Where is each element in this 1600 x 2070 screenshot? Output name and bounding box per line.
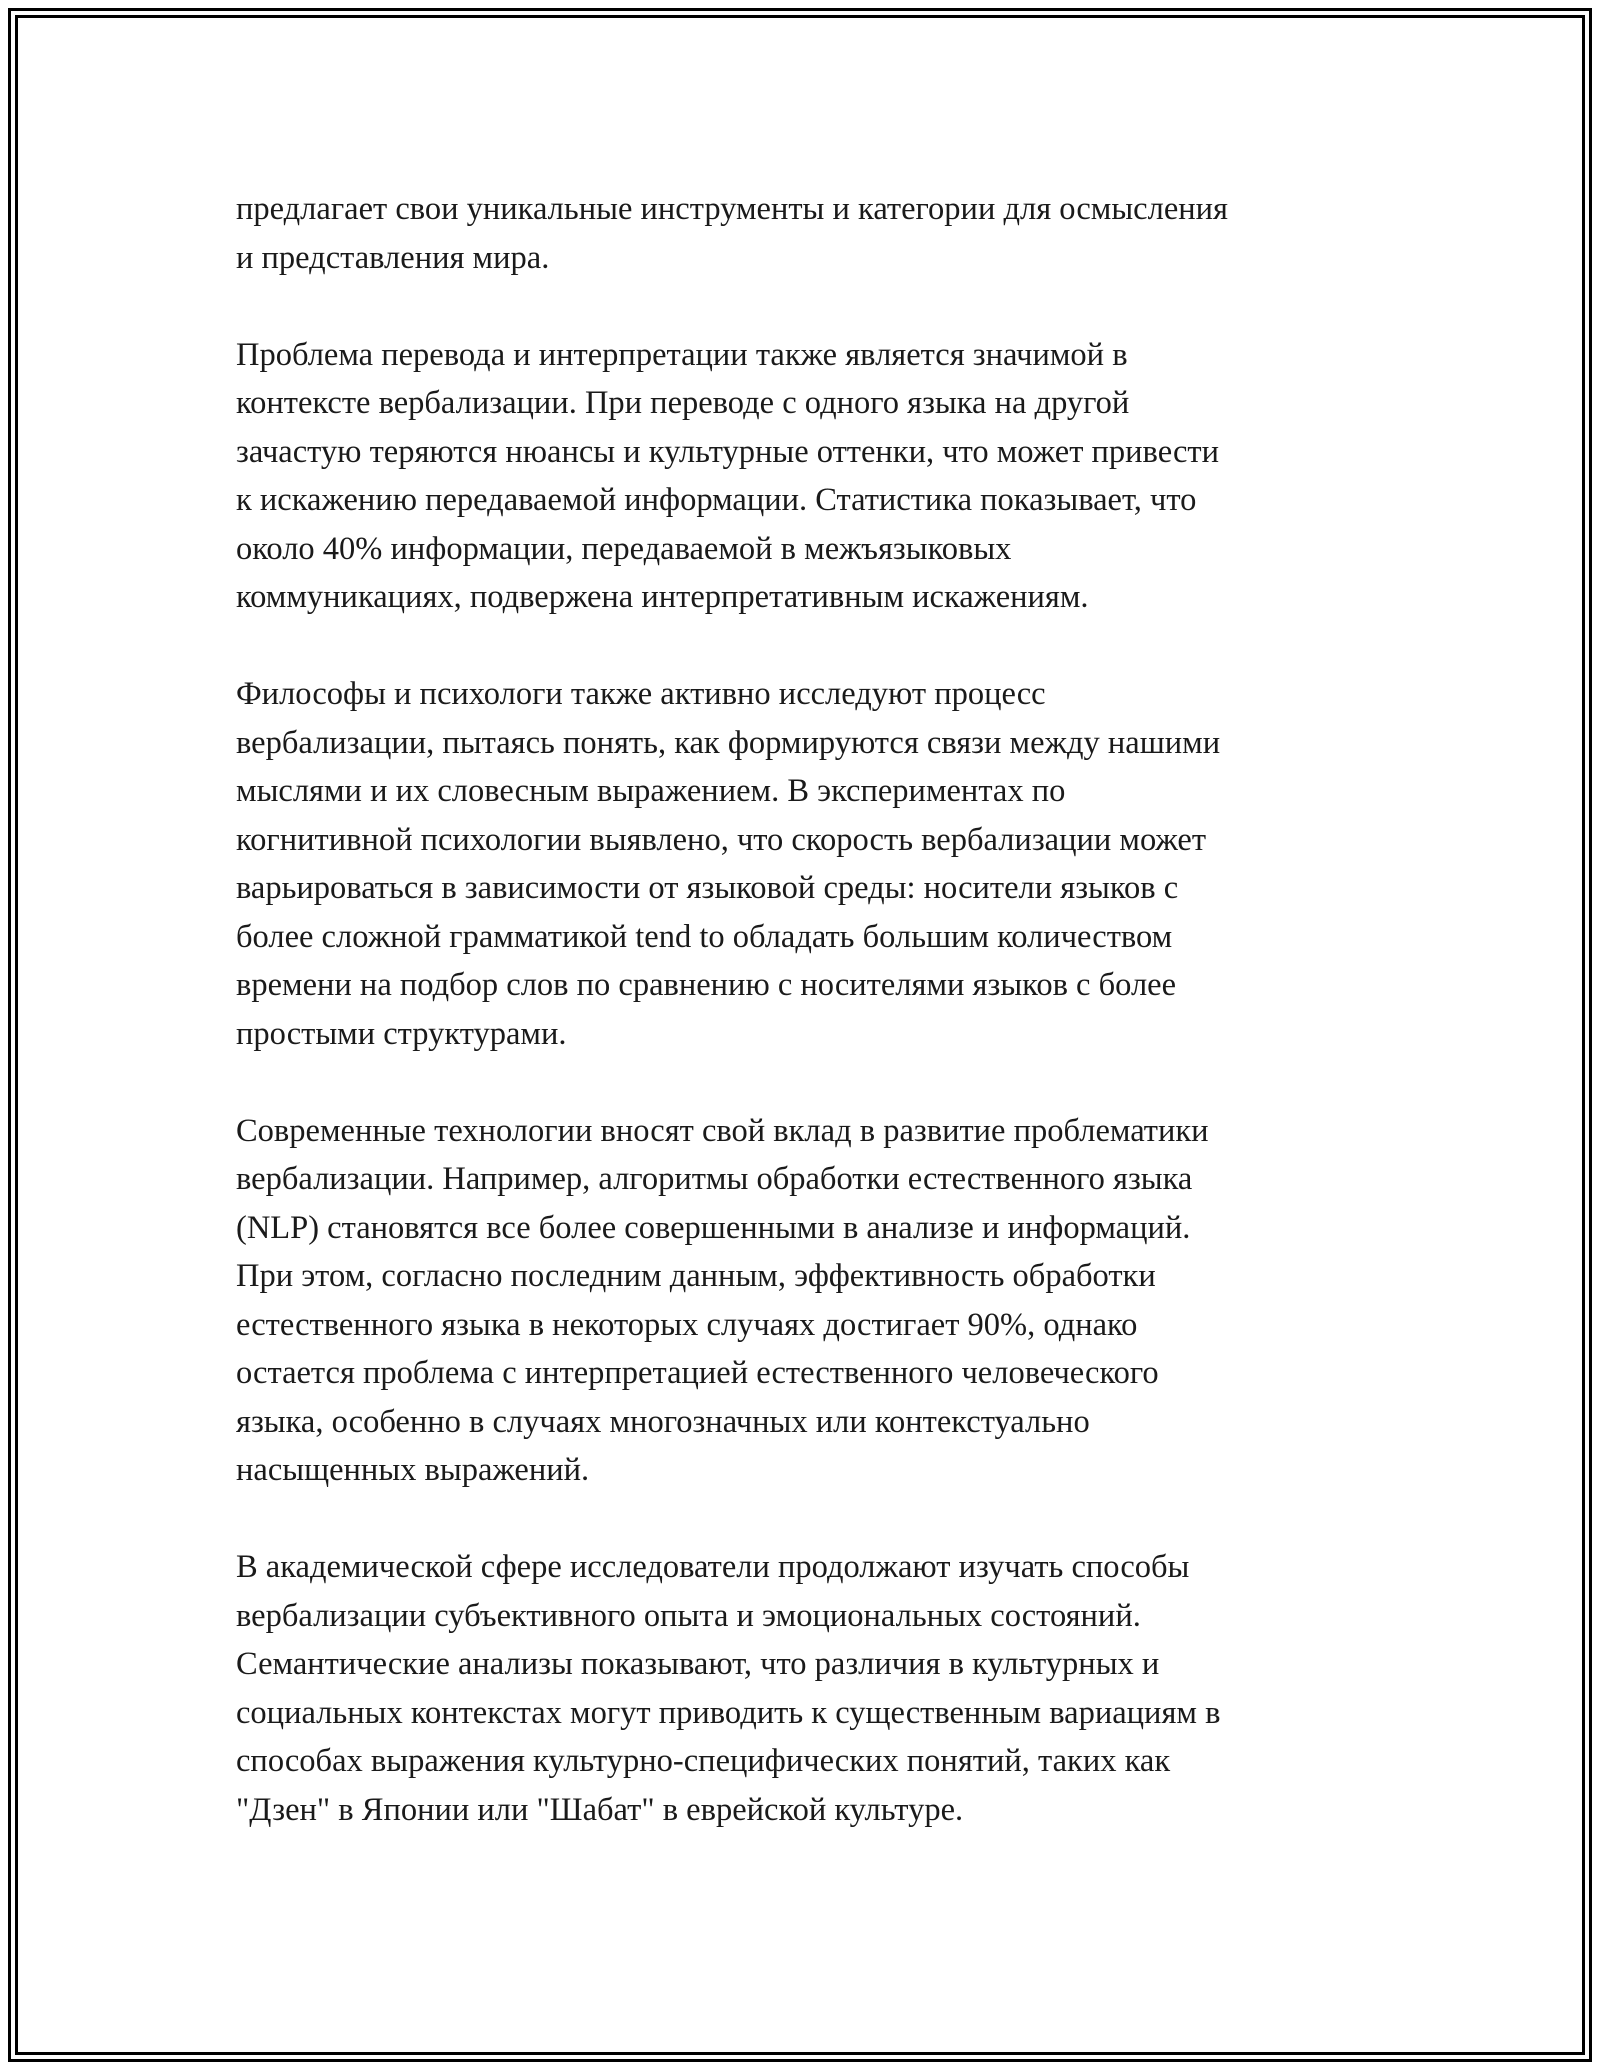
text-line: времени на подбор слов по сравнению с носителями языков с более — [236, 967, 1177, 1003]
text-line: простыми структурами. — [236, 1015, 567, 1052]
text-line: когнитивной психологии выявлено, что скорость вербализации может — [236, 821, 1207, 858]
paragraph — [236, 1107, 1376, 1495]
text-line: Философы и психологи также активно исследуют процесс — [236, 676, 1046, 712]
text-line: остается проблема с интерпретацией естественного человеческого — [236, 1355, 1159, 1391]
text-line: В академической сфере исследователи продолжают изучать способы — [236, 1549, 1190, 1585]
text-line: коммуникациях, подвержена интерпретативным искажениям. — [236, 579, 1089, 615]
text-line: "Дзен" в Японии или "Шабат" в еврейской культуре. — [236, 1791, 964, 1828]
paragraph — [236, 1543, 1376, 1834]
text-line: к искажению передаваемой информации. Статистика показывает, что — [236, 482, 1197, 518]
text-line: около 40% информации, передаваемой в межъязыковых — [236, 530, 1012, 567]
text-line: вербализации, пытаясь понять, как формируются связи между нашими — [236, 724, 1221, 761]
text-line: способах выражения культурно-специфических понятий, таких как — [236, 1743, 1171, 1779]
text-line: и представления мира. — [236, 239, 550, 276]
text-line: Проблема перевода и интерпретации также является значимой в — [236, 336, 1128, 373]
text-line: мыслями и их словесным выражением. В экспериментах по — [236, 773, 1066, 809]
text-line: вербализации. Например, алгоритмы обработки естественного языка — [236, 1161, 1193, 1197]
paragraph — [236, 670, 1376, 1058]
text-line: более сложной грамматикой tend to обладать большим количеством — [236, 918, 1173, 955]
text-line: При этом, согласно последним данным, эффективность обработки — [236, 1258, 1156, 1294]
text-line: (NLP) становятся все более совершенными в анализе и информаций. — [236, 1209, 1191, 1246]
text-line: варьироваться в зависимости от языковой среды: носители языков с — [236, 870, 1179, 906]
text-line: естественного языка в некоторых случаях достигает 90%, однако — [236, 1306, 1138, 1343]
text-line: социальных контекстах могут приводить к существенным вариациям в — [236, 1694, 1221, 1731]
paragraph — [236, 331, 1376, 622]
text-line: Современные технологии вносят свой вклад в развитие проблематики — [236, 1112, 1209, 1149]
text-line: насыщенных выражений. — [236, 1452, 590, 1488]
text-line: Семантические анализы показывают, что различия в культурных и — [236, 1646, 1160, 1682]
text-line: зачастую теряются нюансы и культурные оттенки, что может привести — [236, 433, 1219, 470]
text-line: языка, особенно в случаях многозначных или контекстуально — [236, 1403, 1090, 1440]
document-page — [236, 185, 1376, 1883]
text-line: вербализации субъективного опыта и эмоциональных состояний. — [236, 1597, 1141, 1634]
paragraph — [236, 185, 1376, 282]
text-line: предлагает свои уникальные инструменты и категории для осмысления — [236, 191, 1228, 227]
text-line: контексте вербализации. При переводе с одного языка на другой — [236, 385, 1130, 421]
